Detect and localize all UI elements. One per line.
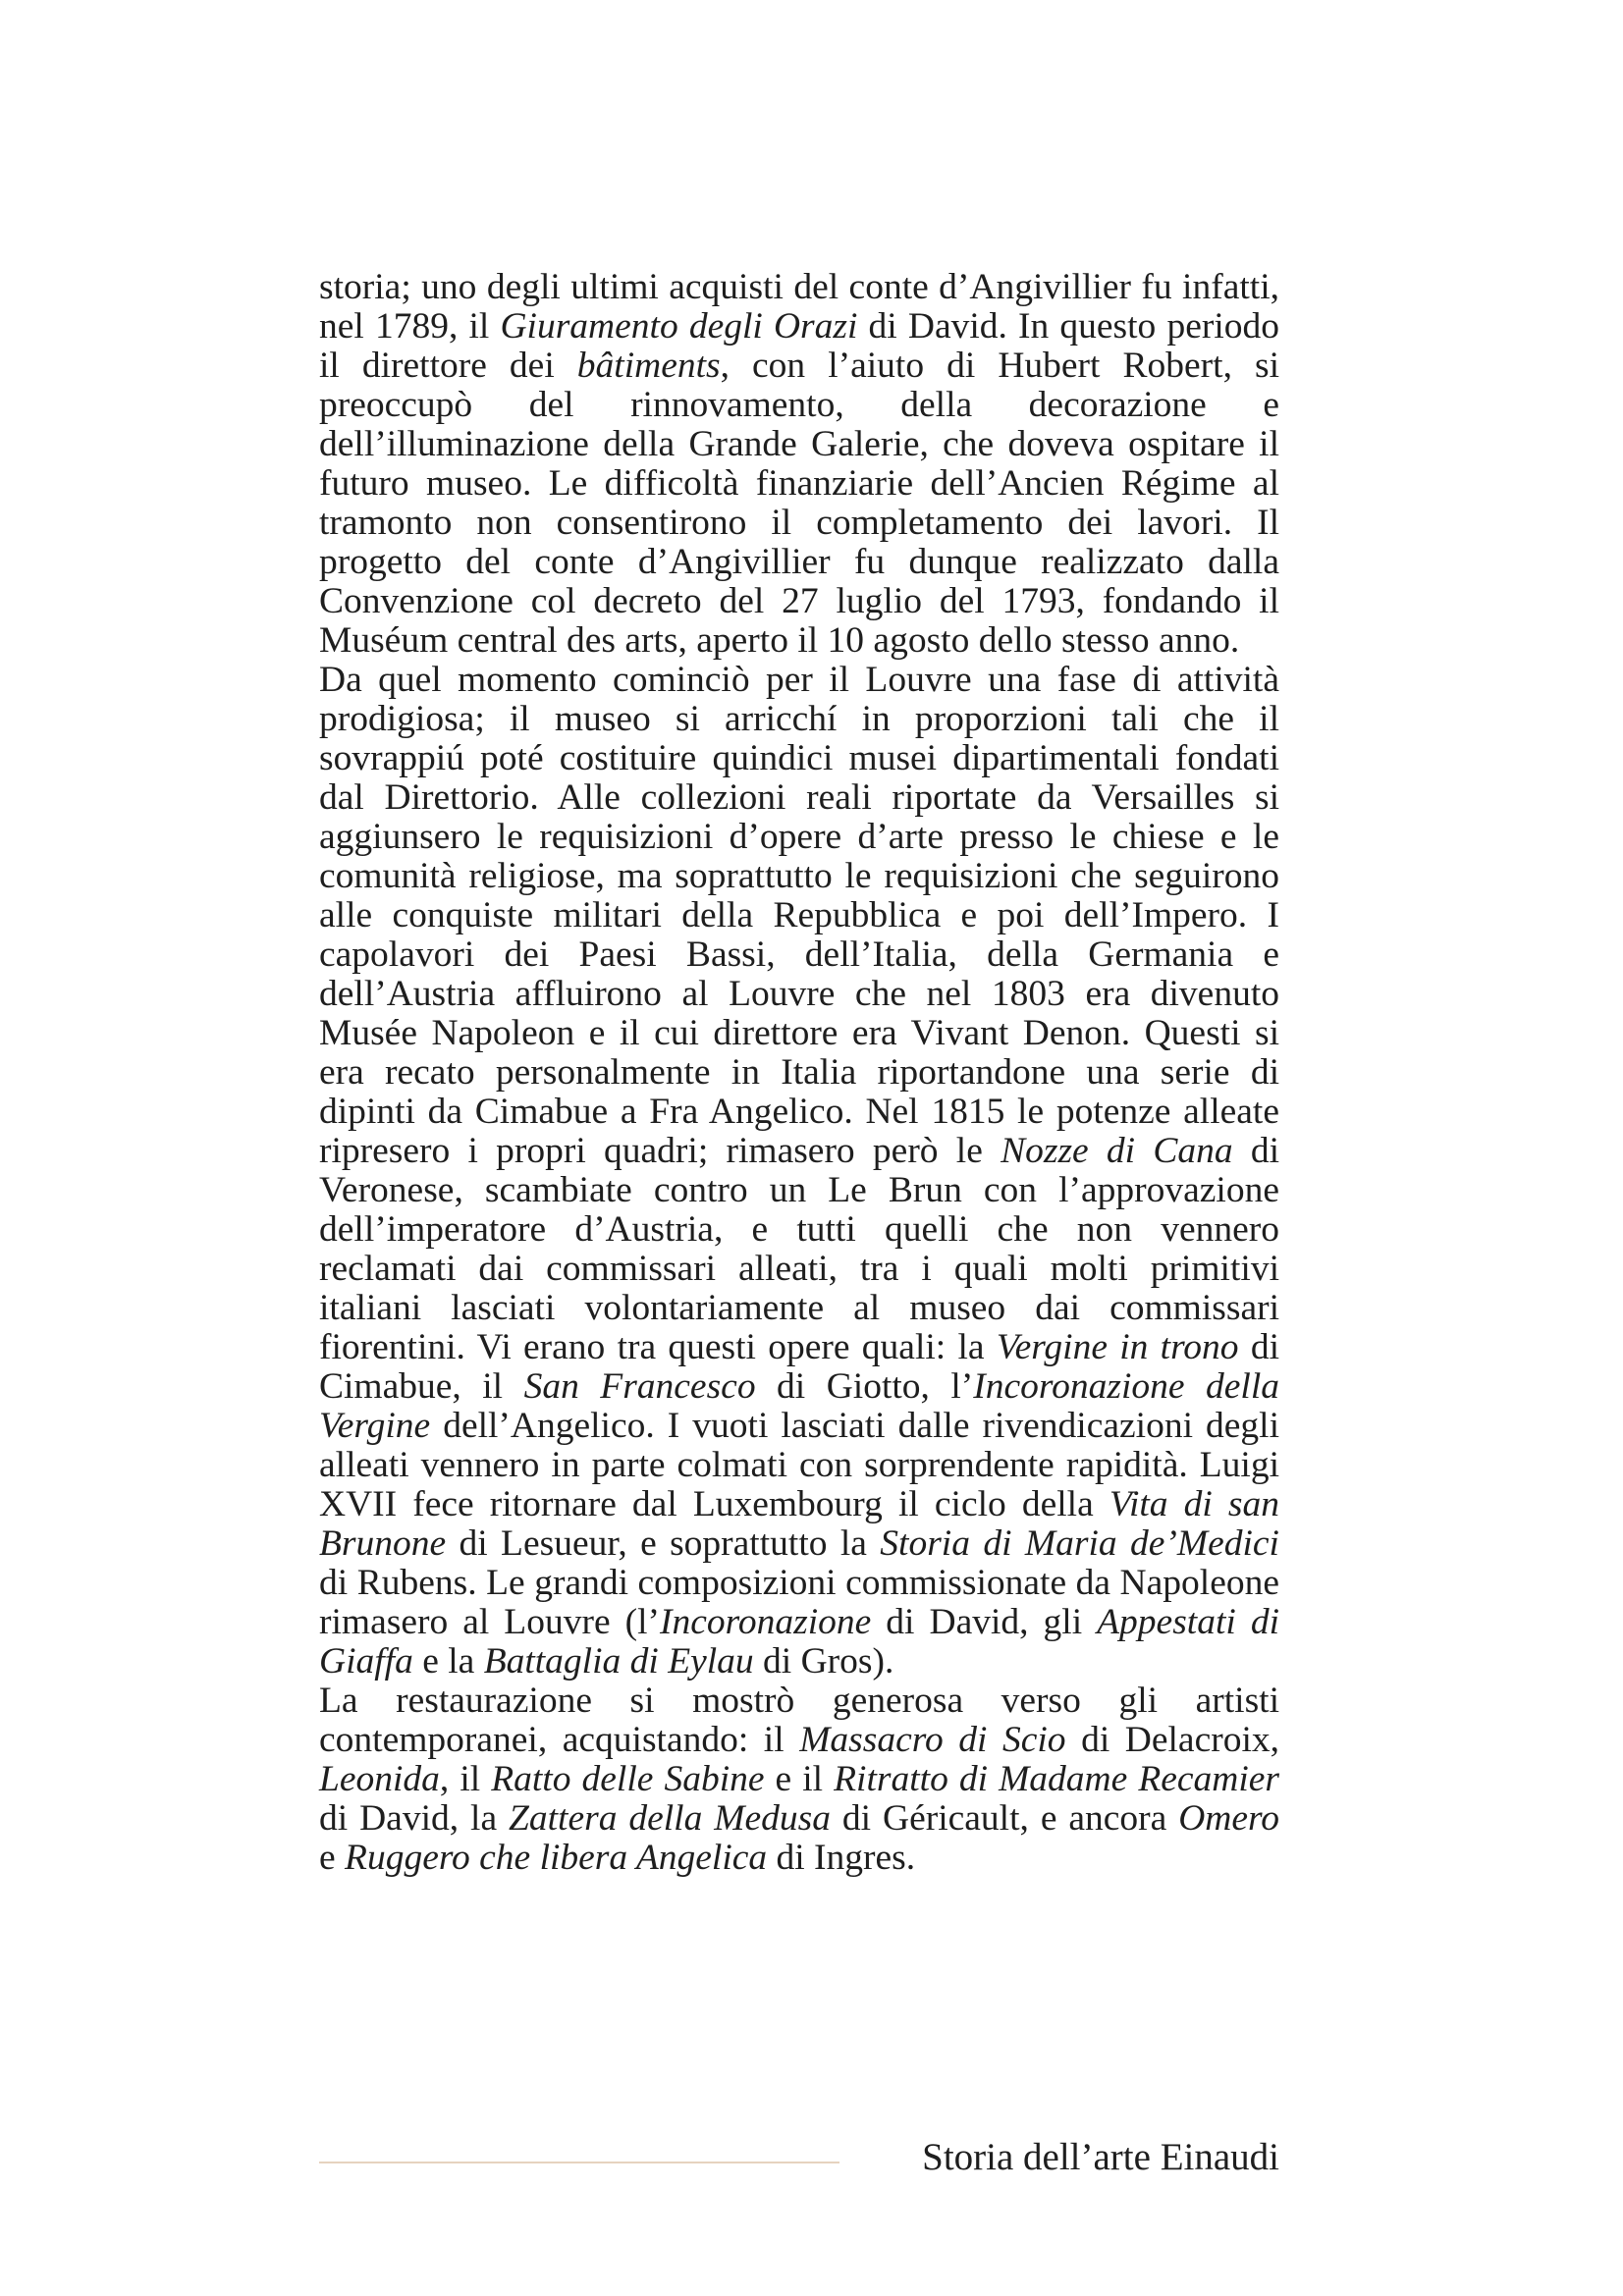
text-run: dell’Angelico. I vuoti lasciati dalle rivendicazioni degli alleati vennero in parte colmati con sorprendente rapidità. Luigi XVII fece ritornare dal Luxembourg il ciclo della bbox=[319, 1406, 1279, 1524]
text-run: di David, gli bbox=[871, 1602, 1098, 1642]
italic-title: Ratto delle Sabine bbox=[491, 1759, 765, 1799]
text-run: Da quel momento cominciò per il Louvre una fase di attività prodigiosa; il museo si arricchí in proporzioni tali che il sovrappiú poté costituire quindici musei dipartimentali fondati dal Direttorio. Alle collezioni reali riportate da Versailles si aggiunsero le requisizioni d’opere d’arte presso le chiese e le comunità religiose, ma soprattutto le requisizioni che seguirono alle conquiste militari della Repubblica e poi dell’Impero. I capolavori dei Paesi Bassi, dell’Italia, della Germania e dell’Austria affluirono al Louvre che nel 1803 era divenuto Musée Napoleon e il cui direttore era Vivant Denon. Questi si era recato personalmente in Italia riportandone una serie di dipinti da Cimabue a Fra Angelico. Nel 1815 le potenze alleate ripresero i propri quadri; rimasero però le bbox=[319, 660, 1279, 1171]
text-run: di Gros). bbox=[753, 1641, 894, 1682]
text-run: di Veronese, scambiate contro un Le Brun con l’approvazione dell’imperatore d’Austria, e tutti quelli che non vennero reclamati dai commissari alleati, tra i quali molti primitivi italiani lasciati volontariamente al museo dai commissari fiorentini. Vi erano tra questi opere quali: la bbox=[319, 1131, 1279, 1367]
italic-title: Massacro di Scio bbox=[799, 1720, 1066, 1760]
paragraph bbox=[319, 661, 1279, 1682]
text-run: , con l’aiuto di Hubert Robert, si preoccupò del rinnovamento, della decorazione e dell’illuminazione della Grande Galerie, che doveva ospitare il futuro museo. Le difficoltà finanziarie dell’Ancien Régime al tramonto non consentirono il completamento dei lavori. Il progetto del conte d’Angivillier fu dunque realizzato dalla Convenzione col decreto del 27 luglio del 1793, fondando il Muséum central des arts, aperto il 10 agosto dello stesso anno. bbox=[319, 346, 1279, 661]
paragraph bbox=[319, 268, 1279, 661]
text-run: di Géricault, e ancora bbox=[831, 1798, 1179, 1839]
text-run: di Lesueur, e soprattutto la bbox=[446, 1523, 881, 1564]
italic-title: Incoronazione bbox=[660, 1602, 872, 1642]
italic-title: Ruggero che libera Angelica bbox=[345, 1838, 768, 1878]
italic-title: San Francesco bbox=[523, 1366, 756, 1407]
italic-title: Giuramento degli Orazi bbox=[500, 306, 858, 347]
paragraph bbox=[319, 1682, 1279, 1878]
italic-title: bâtiments bbox=[576, 346, 721, 386]
italic-title: Zattera della Medusa bbox=[509, 1798, 831, 1839]
text-run: e bbox=[319, 1838, 346, 1878]
italic-title: Vita di san Brunone bbox=[319, 1484, 1279, 1564]
italic-title: Vergine in trono bbox=[996, 1327, 1239, 1367]
text-run: e il bbox=[764, 1759, 835, 1799]
italic-title: Leonida bbox=[319, 1759, 440, 1799]
text-run: di David. In questo periodo il direttore dei bbox=[319, 306, 1279, 386]
page-body bbox=[319, 268, 1279, 1878]
footer-title: Storia dell’arte Einaudi bbox=[922, 2136, 1279, 2178]
italic-title: Appestati di Giaffa bbox=[319, 1602, 1279, 1682]
italic-title: Battaglia di Eylau bbox=[483, 1641, 754, 1682]
text-run: di Ingres. bbox=[767, 1838, 916, 1878]
text-run: di David, la bbox=[319, 1798, 510, 1839]
italic-title: Storia di Maria de’Medici bbox=[880, 1523, 1279, 1564]
text-run: , il bbox=[439, 1759, 492, 1799]
text-run: di Rubens. Le grandi composizioni commissionate da Napoleone rimasero al Louvre (l’ bbox=[319, 1563, 1279, 1642]
italic-title: Ritratto di Madame Recamier bbox=[834, 1759, 1280, 1799]
text-run: storia; uno degli ultimi acquisti del conte d’Angivillier fu infatti, nel 1789, il bbox=[319, 267, 1279, 347]
text-run: e la bbox=[412, 1641, 484, 1682]
text-run: di Cimabue, il bbox=[319, 1327, 1280, 1407]
text-run: La restaurazione si mostrò generosa verso gli artisti contemporanei, acquistando: il bbox=[319, 1681, 1279, 1760]
italic-title: Incoronazione della Vergine bbox=[319, 1366, 1279, 1446]
italic-title: Omero bbox=[1178, 1798, 1279, 1839]
italic-title: Nozze di Cana bbox=[1001, 1131, 1233, 1171]
text-run: di Giotto, l’ bbox=[755, 1366, 974, 1407]
footer-rule bbox=[319, 2162, 839, 2163]
text-run: di Delacroix, bbox=[1065, 1720, 1279, 1760]
